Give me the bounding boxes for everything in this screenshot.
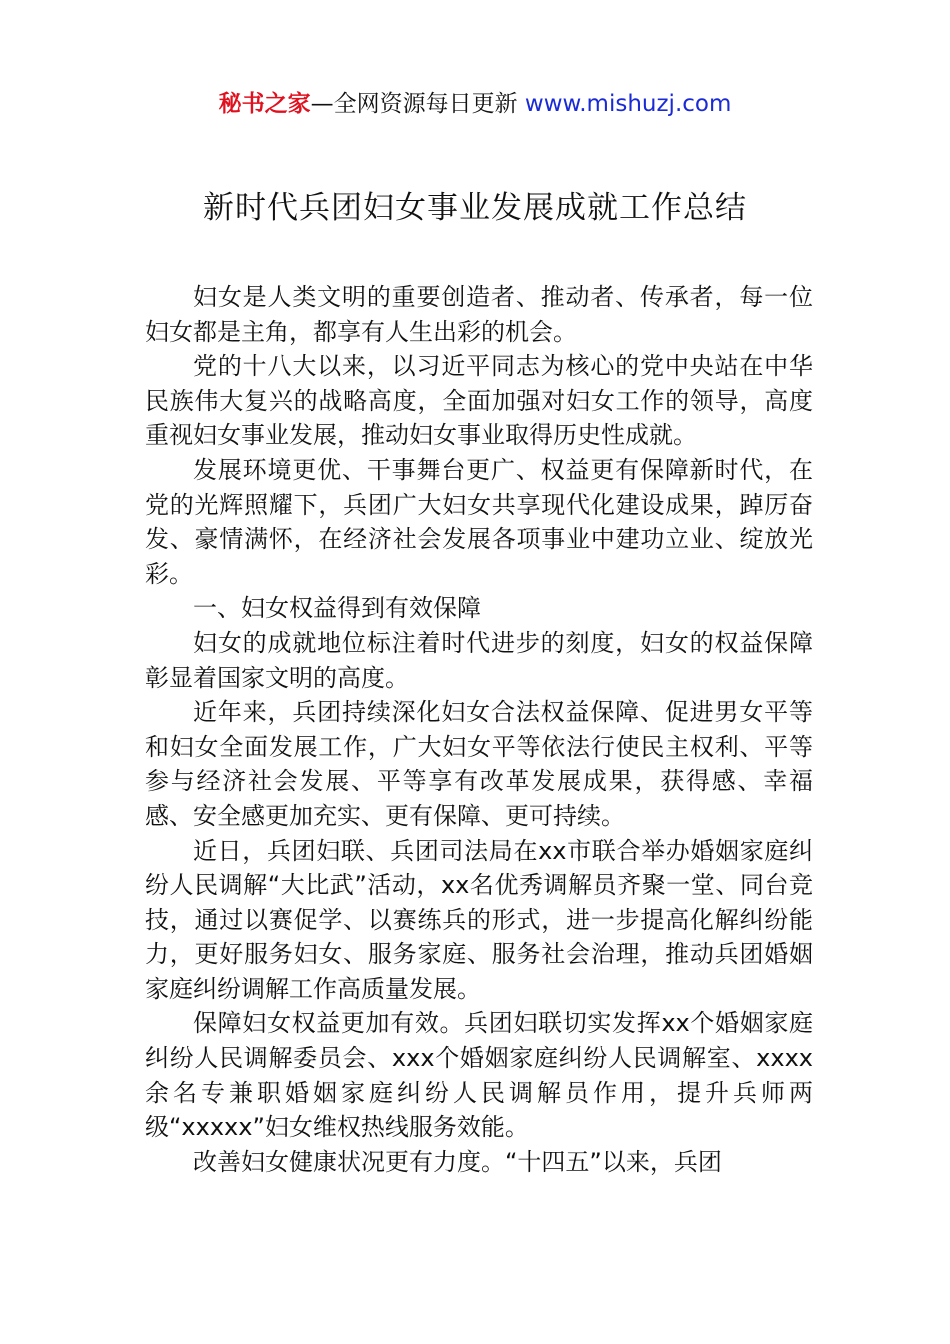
site-tagline: —全网资源每日更新 xyxy=(310,91,525,117)
paragraph-5: 近年来，兵团持续深化妇女合法权益保障、促进男女平等和妇女全面发展工作，广大妇女平等依法行使民主权利、平等参与经济社会发展、平等享有改革发展成果，获得感、幸福感、安全感更加充实、更有保障、更可持续。 xyxy=(145,698,813,830)
site-brand: 秘书之家 xyxy=(218,91,311,117)
site-header xyxy=(0,88,950,120)
document-title: 新时代兵团妇女事业发展成就工作总结 xyxy=(203,190,747,226)
paragraph-8: 改善妇女健康状况更有力度。“十四五”以来，兵团 xyxy=(193,1147,722,1176)
paragraph-4: 妇女的成就地位标注着时代进步的刻度，妇女的权益保障彰显着国家文明的高度。 xyxy=(145,628,813,692)
paragraph-6: 近日，兵团妇联、兵团司法局在xx市联合举办婚姻家庭纠纷人民调解“大比武”活动，xx名优秀调解员齐聚一堂、同台竞技，通过以赛促学、以赛练兵的形式，进一步提高化解纠纷能力，更好服务妇女、服务家庭、服务社会治理，推动兵团婚姻家庭纠纷调解工作高质量发展。 xyxy=(145,836,813,1003)
paragraph-2: 党的十八大以来，以习近平同志为核心的党中央站在中华民族伟大复兴的战略高度，全面加强对妇女工作的领导，高度重视妇女事业发展，推动妇女事业取得历史性成就。 xyxy=(145,352,813,450)
paragraph-3: 发展环境更优、干事舞台更广、权益更有保障新时代，在党的光辉照耀下，兵团广大妇女共享现代化建设成果，踔厉奋发、豪情满怀，在经济社会发展各项事业中建功立业、绽放光彩。 xyxy=(145,455,813,588)
document-body xyxy=(145,280,813,1179)
paragraph-1: 妇女是人类文明的重要创造者、推动者、传承者，每一位妇女都是主角，都享有人生出彩的机会。 xyxy=(145,283,813,346)
site-url-link[interactable]: www.mishuzj.com xyxy=(524,91,732,117)
section-heading-1: 一、妇女权益得到有效保障 xyxy=(193,594,481,623)
paragraph-7: 保障妇女权益更加有效。兵团妇联切实发挥xx个婚姻家庭纠纷人民调解委员会、xxx个婚姻家庭纠纷人民调解室、xxxx余名专兼职婚姻家庭纠纷人民调解员作用，提升兵师两级“xxxxx”妇女维权热线服务效能。 xyxy=(145,1009,813,1142)
